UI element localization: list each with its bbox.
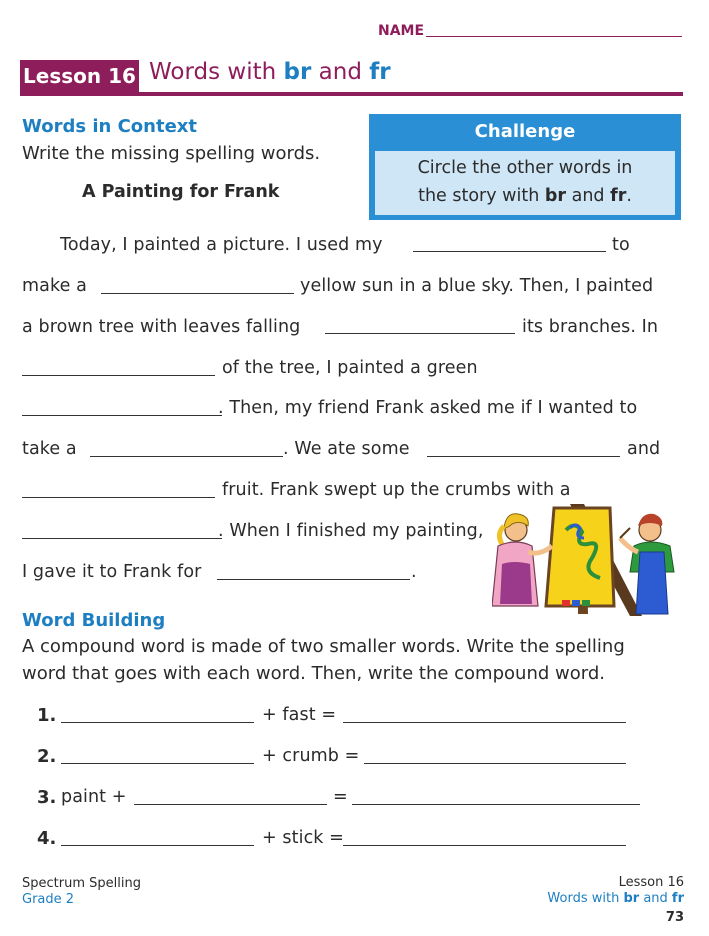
item-number-4: 4. [37,828,57,849]
footer-lesson: Lesson 16 [618,875,684,890]
item-3-blank-a[interactable] [134,804,327,805]
story-blank-10[interactable] [217,579,410,580]
context-heading: Words in Context [22,116,197,137]
item-number-2: 2. [37,746,57,767]
story-line-2b: yellow sun in a blue sky. Then, I painted [300,276,654,296]
story-blank-1[interactable] [413,251,606,252]
story-line-2a: make a [22,276,87,296]
page-number: 73 [665,910,684,925]
building-heading: Word Building [22,610,166,631]
context-instruction: Write the missing spelling words. [22,143,321,164]
item-3-blank-b[interactable] [352,804,640,805]
story-title: A Painting for Frank [82,182,280,202]
item-4-blank-b[interactable] [343,845,626,846]
footer-publisher: Spectrum Spelling [22,876,141,891]
item-3-text: paint + [61,787,127,807]
story-blank-7[interactable] [427,456,620,457]
story-blank-4[interactable] [22,375,215,376]
painting-illustration [492,502,684,618]
story-blank-2[interactable] [101,293,294,294]
story-blank-6[interactable] [90,456,283,457]
item-number-3: 3. [37,787,57,808]
item-2-text: + crumb = [262,746,360,766]
story-line-8: . When I finished my painting, [218,521,484,541]
story-blank-5[interactable] [22,415,222,416]
header-rule [20,92,683,96]
footer-topic: Words with br and fr [547,891,684,906]
story-blank-8[interactable] [22,497,215,498]
challenge-line2: the story with br and fr. [418,186,632,206]
story-line-4: of the tree, I painted a green [222,358,478,378]
item-4-blank-a[interactable] [61,845,254,846]
story-line-6a: take a [22,439,77,459]
story-line-7: fruit. Frank swept up the crumbs with a [222,480,571,500]
story-line-3a: a brown tree with leaves falling [22,317,301,337]
story-line-1b: to [612,235,630,255]
item-4-text: + stick = [262,828,344,848]
story-line-9a: I gave it to Frank for [22,562,202,582]
name-blank[interactable] [426,36,682,37]
challenge-inner [375,151,675,215]
story-line-9b: . [411,562,417,582]
story-line-5: . Then, my friend Frank asked me if I wanted to [218,398,638,418]
story-blank-9[interactable] [22,538,222,539]
challenge-box [369,114,681,220]
item-1-blank-b[interactable] [343,722,626,723]
item-3-equals: = [333,787,348,807]
item-2-blank-b[interactable] [364,763,626,764]
item-1-blank-a[interactable] [61,722,254,723]
building-instruction-2: word that goes with each word. Then, write the compound word. [22,663,605,684]
lesson-title: Words with br and fr [149,59,391,85]
item-1-text: + fast = [262,705,337,725]
challenge-line1: Circle the other words in [417,158,633,178]
story-line-1a: Today, I painted a picture. I used my [60,235,383,255]
footer-grade: Grade 2 [22,892,75,907]
story-blank-3[interactable] [325,333,515,334]
item-2-blank-a[interactable] [61,763,254,764]
story-line-6b: . We ate some [283,439,410,459]
challenge-title: Challenge [474,121,576,142]
item-number-1: 1. [37,705,57,726]
story-line-3b: its branches. In [522,317,659,337]
story-line-6c: and [627,439,661,459]
name-label: NAME [378,23,425,39]
lesson-badge: Lesson 16 [20,60,139,92]
building-instruction-1: A compound word is made of two smaller words. Write the spelling [22,636,625,657]
